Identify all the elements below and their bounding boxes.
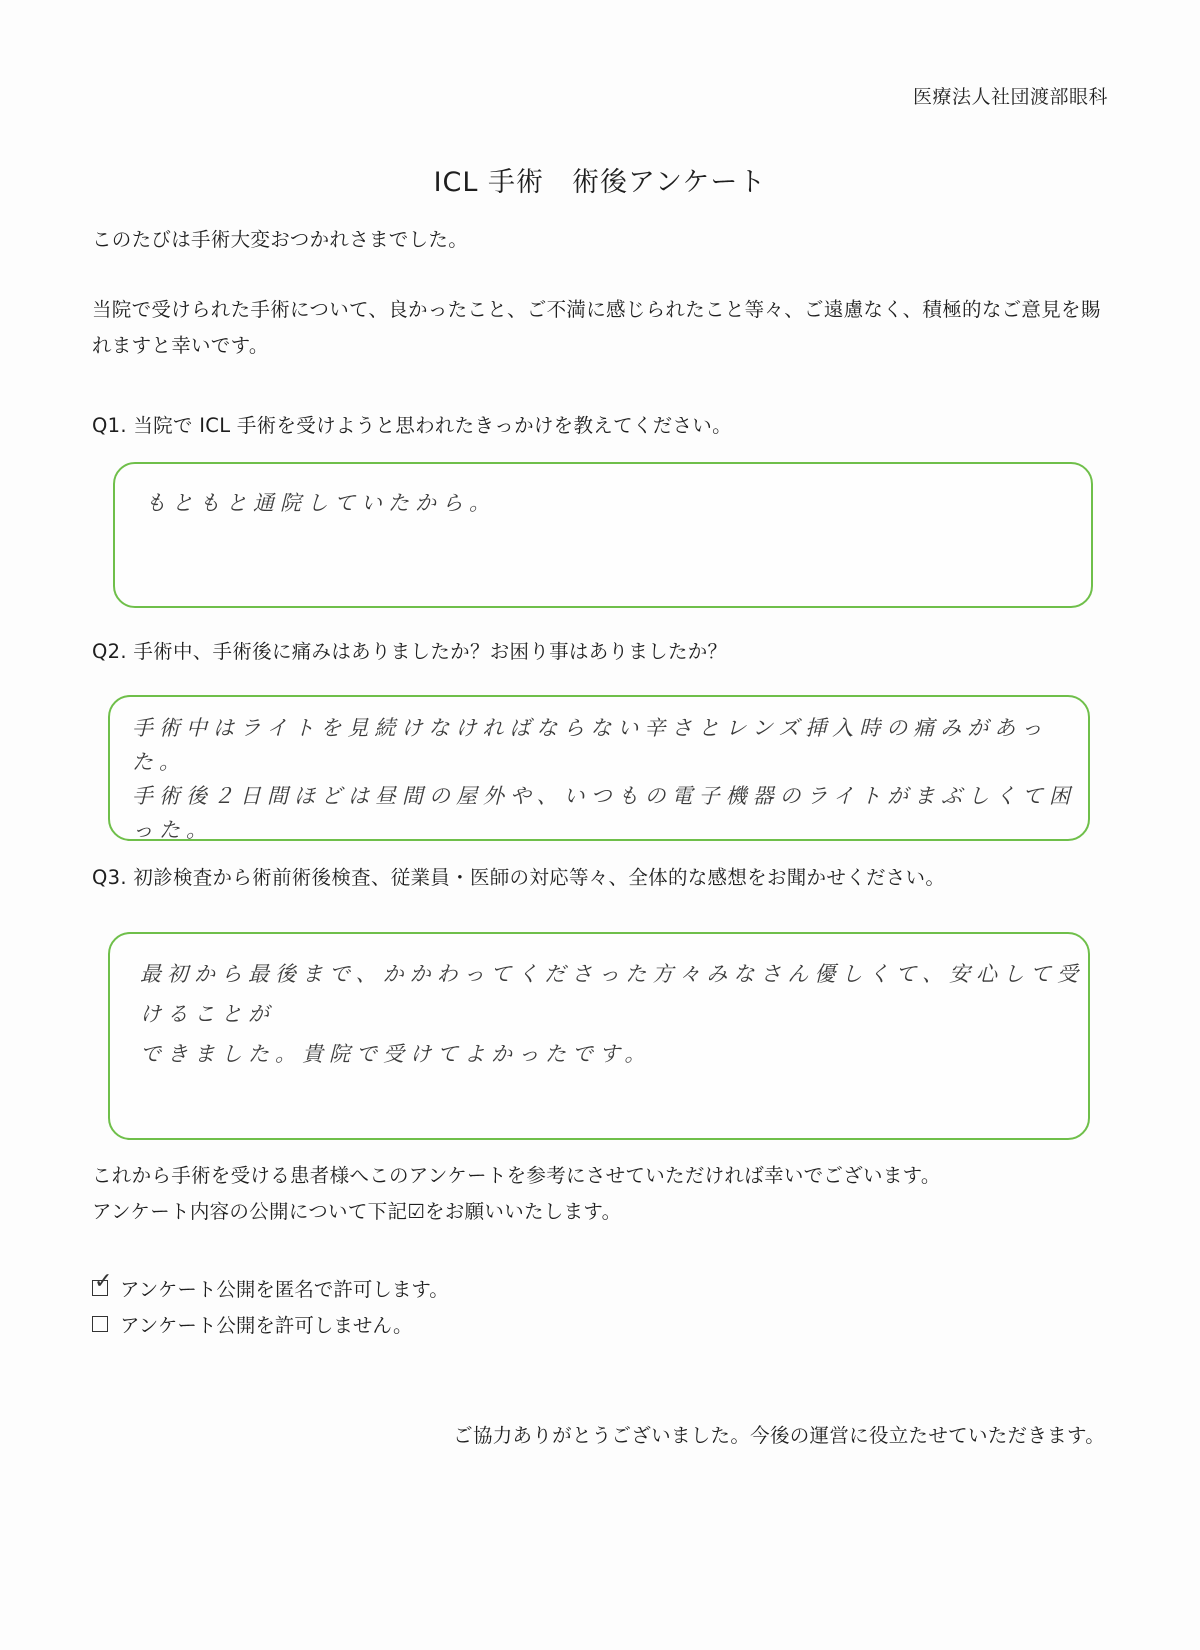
answer-box-q1[interactable] [113, 462, 1093, 608]
answer-line: 最初から最後まで、かかわってくださった方々みなさん優しくて、安心して受けることが [140, 962, 1084, 1026]
question-2-label: Q2. 手術中、手術後に痛みはありましたか？お困り事はありましたか？ [92, 640, 728, 663]
answer-q2-text [132, 711, 1088, 847]
question-3-label: Q3. 初診検査から術前術後検査、従業員・医師の対応等々、全体的な感想をお聞かせください。 [92, 866, 946, 889]
option-label: アンケート公開を許可しません。 [120, 1314, 413, 1337]
page-title: ICL 手術 術後アンケート [433, 167, 767, 198]
thanks-text: ご協力ありがとうございました。今後の運営に役立たせていただきます。 [453, 1424, 1105, 1447]
answer-q3-text [140, 954, 1088, 1074]
option-publish-anonymous[interactable] [92, 1269, 449, 1302]
answer-line: できました。貴院で受けてよかったです。 [140, 1042, 652, 1066]
question-1-label: Q1. 当院で ICL 手術を受けようと思われたきっかけを教えてください。 [92, 414, 732, 437]
answer-box-q3[interactable] [108, 932, 1090, 1140]
checkbox-unchecked[interactable] [92, 1316, 108, 1332]
answer-box-q2[interactable] [108, 695, 1090, 841]
answer-line: 手術後２日間ほどは昼間の屋外や、いつもの電子機器のライトがまぶしくて困った。 [132, 784, 1076, 842]
answer-line: もともと通院していたから。 [145, 491, 496, 515]
intro-text: 当院で受けられた手術について、良かったこと、ご不満に感じられたこと等々、ご遠慮なく、積極的なご意見を賜れますと幸いです。 [92, 298, 1101, 357]
answer-line: 手術中はライトを見続けなければならない辛さとレンズ挿入時の痛みがあった。 [132, 716, 1049, 774]
greeting-text: このたびは手術大変おつかれさまでした。 [92, 228, 469, 251]
option-label: アンケート公開を匿名で許可します。 [120, 1278, 449, 1301]
clinic-name: 医療法人社団渡部眼科 [912, 86, 1108, 108]
closing-text-1: これから手術を受ける患者様へこのアンケートを参考にさせていただければ幸いでございます。 [92, 1164, 941, 1187]
answer-q1-text [145, 486, 496, 520]
checkbox-checked[interactable] [92, 1269, 113, 1296]
closing-text-2: アンケート内容の公開について下記☑をお願いいたします。 [92, 1200, 622, 1223]
checkmark-icon: ✓ [94, 1269, 113, 1294]
option-do-not-publish[interactable] [92, 1310, 413, 1338]
